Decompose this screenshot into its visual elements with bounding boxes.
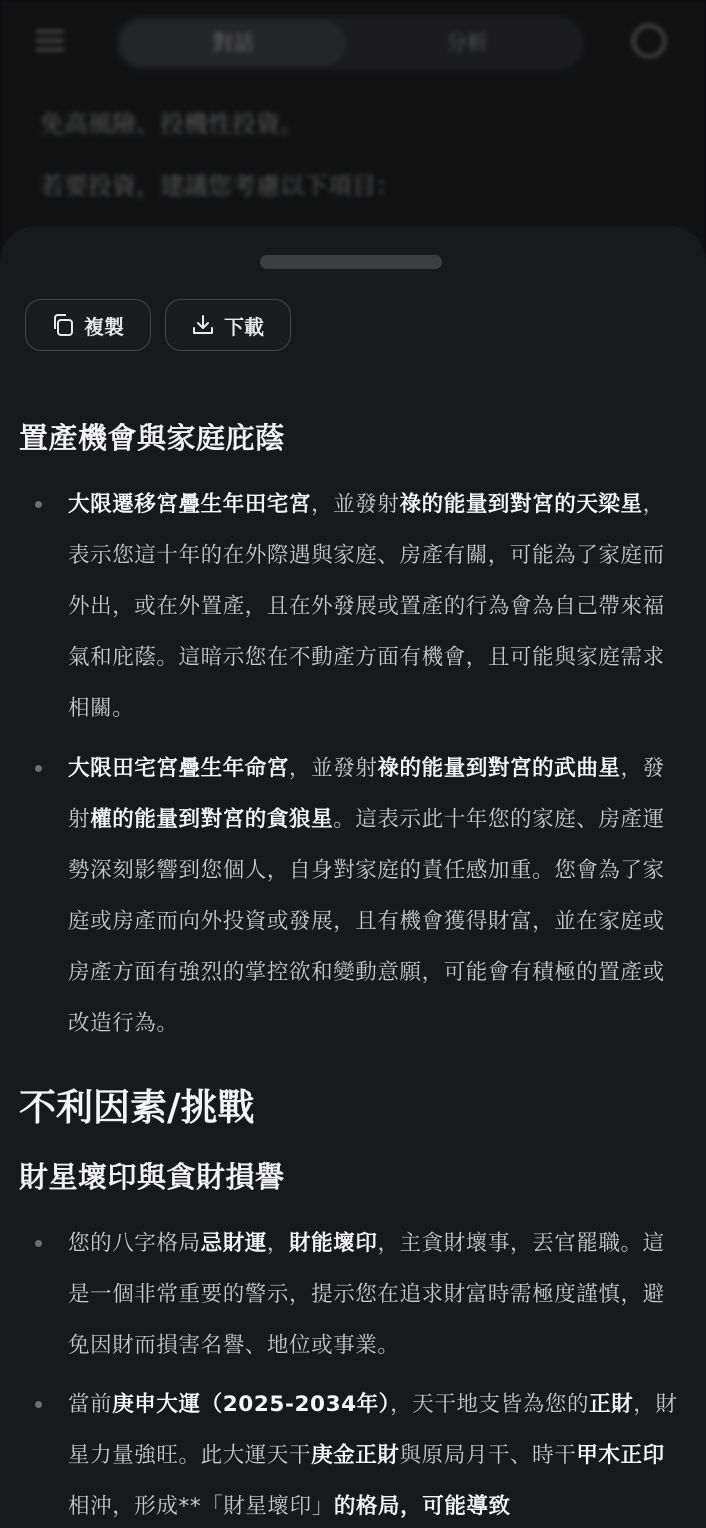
background-text-line: 若要投資，建議您考慮以下項目： [40,172,400,200]
list-item: 您的八字格局忌財運，財能壞印，主貪財壞事，丟官罷職。這是一個非常重要的警示，提示您在追求財富時需極度謹慎，避免因財而損害名譽、地位或事業。 [68,1231,665,1358]
bullet-dot [35,765,42,772]
background-header [0,0,706,86]
list-item: 大限田宅宮疊生年命宮，並發射祿的能量到對宮的武曲星，發射權的能量到對宮的貪狼星。這表示此十年您的家庭、房產運勢深刻影響到您個人，自身對家庭的責任感加重。您會為了家庭或房產而向外投資或發展，且有機會獲得財富，並在家庭或房產方面有強烈的掌控欲和變動意願，可能會有積極的置產或改造行為。 [68,756,665,1036]
copy-icon [50,312,76,338]
new-chat-icon[interactable] [632,24,666,58]
download-icon [190,312,216,338]
section-heading: 財星壞印與貪財損譽 [19,1160,285,1194]
list-item: 當前庚申大運（2025-2034年），天干地支皆為您的正財，財星力量強旺。此大運天干庚金正財與原局月干、時干甲木正印相沖，形成**「財星壞印」的格局，可能導致 [68,1392,678,1519]
bottom-sheet [0,226,706,1528]
tab-conversation[interactable]: 對話 [120,20,346,66]
background-app [0,0,706,260]
download-button[interactable] [165,299,291,351]
bullet-dot [35,1401,42,1408]
tab-secondary[interactable]: 分析 [446,31,488,55]
list-item: 大限遷移宮疊生年田宅宮，並發射祿的能量到對宮的天梁星，表示您這十年的在外際遇與家庭、房產有關，可能為了家庭而外出，或在外置產，且在外發展或置產的行為會為自己帶來福氣和庇蔭。這暗示您在不動產方面有機會，且可能與家庭需求相關。 [68,492,665,721]
menu-icon[interactable] [36,30,64,52]
download-button-label: 下載 [224,314,264,339]
background-text-line: 免高風險、投機性投資。 [40,110,304,138]
section-heading: 置產機會與家庭庇蔭 [19,421,285,455]
bullet-dot [35,501,42,508]
section-title: 不利因素/挑戰 [19,1086,255,1129]
copy-button-label: 複製 [84,314,124,339]
copy-button[interactable] [25,299,151,351]
mode-tabs [116,16,584,70]
sheet-grabber[interactable] [260,255,442,269]
bullet-dot [35,1240,42,1247]
